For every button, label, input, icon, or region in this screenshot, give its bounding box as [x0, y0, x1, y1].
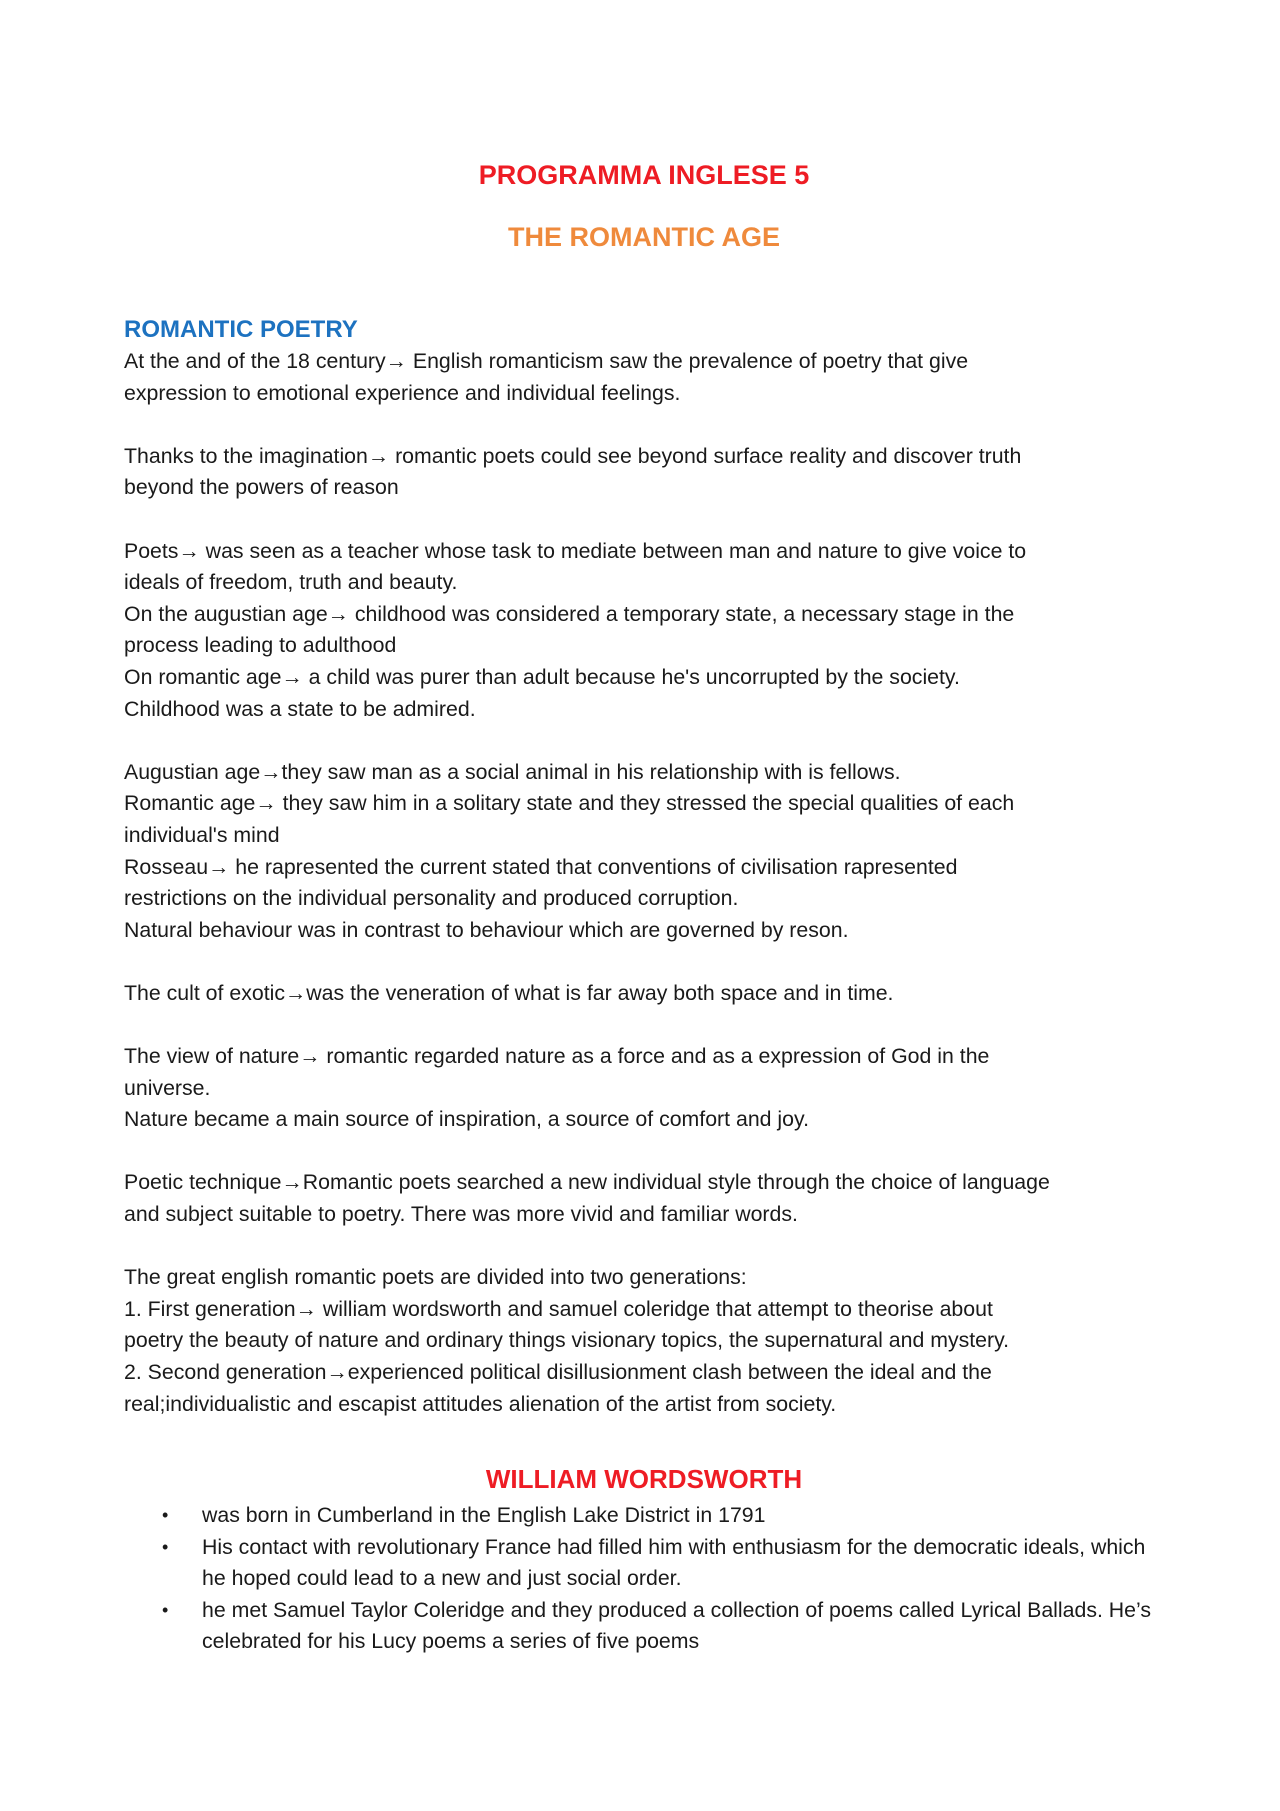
body-line-rest: English romanticism saw the prevalence of poetry that give — [406, 349, 969, 373]
right-arrow-icon: → — [281, 664, 303, 689]
right-arrow-icon: → — [260, 759, 282, 784]
body-line-rest: they saw man as a social animal in his relationship with is fellows. — [281, 759, 901, 784]
right-arrow-icon: → — [299, 1044, 321, 1069]
bullet-icon: • — [162, 1599, 169, 1620]
body-line — [124, 630, 1164, 662]
body-line — [124, 757, 1164, 789]
body-line-lead: Augustian age — [124, 759, 261, 784]
list-item — [124, 1500, 1164, 1532]
body-line — [124, 1167, 1164, 1199]
document-title: PROGRAMMA INGLESE 5 — [478, 160, 810, 190]
bullet-icon: • — [162, 1505, 169, 1525]
body-line — [124, 1104, 1164, 1136]
body-line-lead: Thanks to the imagination — [124, 443, 368, 468]
body-line-rest: childhood was considered a temporary state, a necessary stage in the — [348, 601, 1015, 626]
list-item-text: he met Samuel Taylor Coleridge and they produced a collection of poems called Lyrical Ballads. He’s celebrated for his Lucy poems a series of five poems — [202, 1597, 1152, 1654]
body-line-text: and subject suitable to poetry. There was more vivid and familiar words. — [124, 1202, 798, 1227]
body-line — [124, 536, 1164, 568]
body-line — [124, 1325, 1164, 1357]
body-line — [124, 567, 1164, 599]
body-line-lead: On the augustian age — [124, 601, 328, 626]
body-line-text: universe. — [124, 1075, 211, 1100]
body-line-text: ideals of freedom, truth and beauty. — [124, 570, 458, 595]
body-line — [124, 472, 1164, 504]
list-item — [124, 1595, 1164, 1658]
right-arrow-icon: → — [281, 1170, 303, 1195]
body-line — [124, 978, 1164, 1010]
body-line-lead: Poetic technique — [124, 1170, 282, 1195]
body-line-rest: william wordsworth and samuel coleridge that attempt to theorise about — [316, 1296, 993, 1321]
body-line-lead: Rosseau — [124, 854, 209, 879]
romantic-poetry-body — [124, 346, 1164, 1420]
paragraph-gap — [124, 1136, 1164, 1168]
right-arrow-icon: → — [326, 1360, 348, 1384]
paragraph-gap — [124, 504, 1164, 536]
body-line — [124, 662, 1164, 694]
list-item-text: His contact with revolutionary France had filled him with enthusiasm for the democratic ideals, which he hoped could lead to a new and just social order. — [202, 1534, 1146, 1591]
body-line-rest: romantic poets could see beyond surface reality and discover truth — [389, 443, 1022, 468]
body-line — [124, 1041, 1164, 1073]
body-line — [124, 915, 1164, 947]
william-wordsworth-heading: WILLIAM WORDSWORTH — [485, 1464, 803, 1494]
body-line-text: poetry the beauty of nature and ordinary things visionary topics, the supernatural and mystery. — [124, 1328, 1010, 1353]
body-line — [124, 1357, 1164, 1389]
right-arrow-icon: → — [295, 1296, 317, 1321]
body-line-text: expression to emotional experience and individual feelings. — [124, 380, 681, 405]
body-line-lead: 2. Second generation — [124, 1360, 327, 1384]
body-line-lead: Romantic age — [124, 791, 256, 816]
body-line — [124, 1389, 1164, 1421]
body-line — [124, 1073, 1164, 1105]
body-line-text: real;individualistic and escapist attitudes alienation of the artist from society. — [124, 1391, 837, 1416]
body-line-text: beyond the powers of reason — [124, 475, 399, 500]
body-line — [124, 1294, 1164, 1326]
romantic-poetry-heading: ROMANTIC POETRY — [124, 316, 358, 343]
william-wordsworth-list — [124, 1500, 1164, 1658]
body-line-text: process leading to adulthood — [124, 633, 397, 658]
body-line-text: The great english romantic poets are divided into two generations: — [124, 1265, 747, 1290]
body-line — [124, 788, 1164, 820]
body-line — [124, 378, 1164, 410]
body-line-lead: Poets — [124, 538, 179, 563]
body-line — [124, 1199, 1164, 1231]
right-arrow-icon: → — [285, 980, 307, 1005]
bullet-icon: • — [162, 1536, 169, 1557]
list-item-text: was born in Cumberland in the English Lake District in 1791 — [202, 1503, 766, 1527]
body-line-rest: was the veneration of what is far away both space and in time. — [306, 980, 894, 1005]
body-line-lead: The view of nature — [124, 1044, 300, 1069]
body-line — [124, 852, 1164, 884]
body-line — [124, 441, 1164, 473]
body-line — [124, 694, 1164, 726]
body-line — [124, 346, 1164, 378]
body-line-text: individual's mind — [124, 822, 280, 847]
body-line-text: Childhood was a state to be admired. — [124, 696, 476, 721]
paragraph-gap — [124, 1231, 1164, 1263]
body-line-rest: Romantic poets searched a new individual style through the choice of language — [302, 1170, 1050, 1195]
body-line-lead: 1. First generation — [124, 1296, 296, 1321]
body-line-lead: The cult of exotic — [124, 980, 285, 1005]
body-line-text: Nature became a main source of inspiration, a source of comfort and joy. — [124, 1107, 809, 1132]
body-line-lead: At the and of the 18 century — [124, 349, 386, 373]
body-line-rest: experienced political disillusionment clash between the ideal and the — [347, 1360, 992, 1384]
right-arrow-icon: → — [178, 538, 200, 563]
right-arrow-icon: → — [367, 443, 390, 468]
list-item — [124, 1532, 1164, 1595]
body-line-rest: romantic regarded nature as a force and as a expression of God in the — [320, 1044, 990, 1069]
body-line-rest: was seen as a teacher whose task to mediate between man and nature to give voice to — [199, 538, 1027, 563]
paragraph-gap — [124, 725, 1164, 757]
body-line-rest: he rapresented the current stated that conventions of civilisation rapresented — [229, 854, 958, 879]
paragraph-gap — [124, 946, 1164, 978]
right-arrow-icon: → — [208, 854, 230, 879]
paragraph-gap — [124, 409, 1164, 441]
body-line-text: Natural behaviour was in contrast to behaviour which are governed by reson. — [124, 917, 849, 942]
right-arrow-icon: → — [385, 349, 407, 373]
body-line-text: restrictions on the individual personality and produced corruption. — [124, 886, 739, 911]
body-line-rest: a child was purer than adult because he's uncorrupted by the society. — [302, 664, 960, 689]
document-subtitle: THE ROMANTIC AGE — [508, 222, 780, 252]
body-line — [124, 599, 1164, 631]
body-line — [124, 820, 1164, 852]
right-arrow-icon: → — [255, 791, 277, 816]
body-line-lead: On romantic age — [124, 664, 282, 689]
right-arrow-icon: → — [327, 601, 349, 626]
body-line — [124, 1262, 1164, 1294]
paragraph-gap — [124, 1009, 1164, 1041]
body-line — [124, 883, 1164, 915]
body-line-rest: they saw him in a solitary state and they stressed the special qualities of each — [276, 791, 1015, 816]
